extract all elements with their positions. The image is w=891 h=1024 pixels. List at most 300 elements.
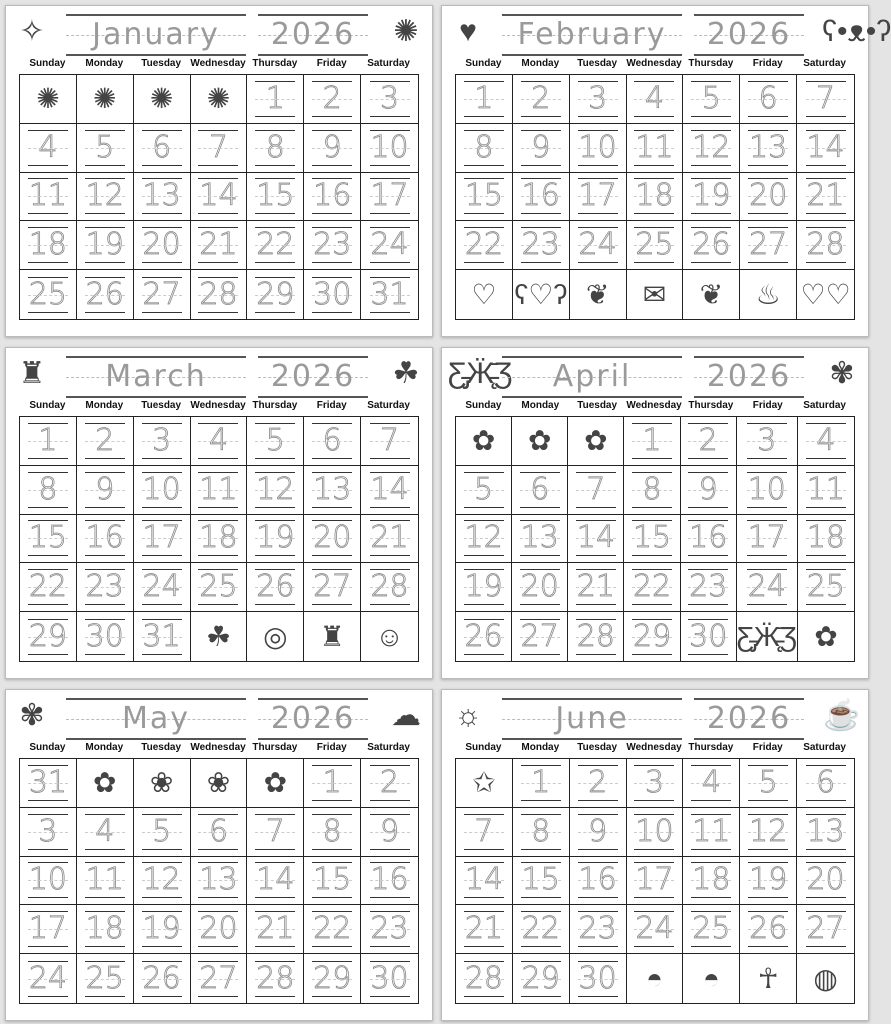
- firework-icon: ✺: [93, 83, 117, 115]
- flower-icon: ✿: [263, 767, 288, 799]
- tracing-number: 18: [806, 520, 846, 556]
- year-text: 2026: [706, 701, 792, 736]
- day-cell: [134, 173, 191, 222]
- tracing-number: 6: [198, 814, 238, 850]
- picture-cell: [134, 75, 191, 124]
- month-name: April: [552, 359, 632, 394]
- calendar-grid: [19, 758, 419, 1004]
- weekday-label: Thursday: [252, 58, 298, 69]
- tracing-number: 1: [28, 423, 68, 459]
- day-cell: [627, 173, 684, 222]
- leprechaun-hat-icon: ♜: [319, 621, 345, 653]
- tracing-number: 1: [521, 765, 561, 801]
- day-cell: [247, 124, 304, 173]
- tracing-number: 17: [578, 178, 617, 214]
- day-cell: [513, 173, 570, 222]
- flower-icon: ✿: [528, 425, 552, 457]
- day-cell: [304, 954, 361, 1003]
- picture-cell: [77, 759, 134, 808]
- picture-cell: [191, 75, 248, 124]
- day-cell: [134, 270, 191, 319]
- day-cell: [797, 759, 854, 808]
- tracing-number: 6: [142, 130, 182, 166]
- calendar-grid: [19, 416, 419, 662]
- weekday-label: Wednesday: [190, 58, 246, 69]
- tracing-number: 29: [521, 960, 560, 996]
- day-cell: [513, 954, 570, 1003]
- tracing-number: 30: [85, 618, 124, 654]
- day-cell: [191, 221, 248, 270]
- tracing-number: 16: [521, 178, 560, 214]
- weekday-label: Monday: [85, 58, 124, 69]
- tracing-number: 30: [313, 276, 352, 312]
- tracing-number: 9: [521, 130, 561, 166]
- day-cell: [247, 466, 304, 515]
- year-title: [258, 356, 368, 398]
- tracing-number: 16: [370, 862, 409, 898]
- tracing-number: 22: [256, 227, 295, 263]
- tracing-number: 11: [692, 813, 731, 849]
- tracing-number: 24: [578, 227, 617, 263]
- tracing-number: 10: [28, 862, 68, 898]
- day-cell: [513, 75, 570, 124]
- day-cell: [513, 221, 570, 270]
- weekday-label: Monday: [521, 742, 560, 753]
- day-cell: [456, 612, 512, 661]
- picture-cell: [737, 612, 798, 661]
- tracing-number: 27: [520, 618, 559, 654]
- year-text: 2026: [706, 359, 792, 394]
- day-cell: [191, 808, 248, 857]
- day-cell: [77, 857, 134, 906]
- tracing-number: 18: [692, 862, 731, 898]
- picture-cell: [456, 270, 513, 319]
- shell-icon: ◓: [646, 962, 663, 994]
- tracing-number: 11: [199, 471, 238, 507]
- tracing-number: 24: [142, 569, 181, 605]
- butterfly-icon: Ƹ̵̡Ӝ̵̨̄Ʒ: [448, 357, 513, 390]
- day-cell: [304, 905, 361, 954]
- day-cell: [681, 466, 737, 515]
- sparkles-icon: ✧: [19, 15, 45, 48]
- weekday-label: Friday: [316, 58, 347, 69]
- weekday-label: Tuesday: [577, 58, 618, 69]
- day-cell: [304, 417, 361, 466]
- weekday-label: Wednesday: [626, 400, 682, 411]
- tracing-number: 8: [312, 814, 352, 850]
- crab-icon: ☥: [757, 963, 779, 995]
- day-cell: [570, 124, 627, 173]
- potted-plant-icon: ❀: [149, 767, 174, 799]
- day-cell: [627, 808, 684, 857]
- tracing-number: 3: [578, 81, 618, 117]
- day-cell: [304, 515, 361, 564]
- day-cell: [361, 515, 418, 564]
- picture-cell: [683, 954, 740, 1003]
- day-cell: [740, 857, 797, 906]
- weekday-header: [455, 58, 853, 69]
- tracing-number: 25: [199, 569, 238, 605]
- day-cell: [740, 905, 797, 954]
- tracing-number: 10: [635, 813, 674, 849]
- day-cell: [191, 515, 248, 564]
- day-cell: [20, 124, 77, 173]
- tracing-number: 15: [256, 178, 295, 214]
- day-cell: [361, 857, 418, 906]
- tracing-number: 31: [28, 764, 68, 800]
- day-cell: [304, 221, 361, 270]
- day-cell: [513, 808, 570, 857]
- weekday-label: Wednesday: [190, 742, 246, 753]
- leprechaun-hat-icon: ♜: [18, 357, 46, 390]
- tracing-number: 21: [806, 178, 845, 214]
- day-cell: [20, 270, 77, 319]
- tracing-number: 24: [28, 960, 68, 996]
- firework-icon: ✺: [36, 83, 60, 115]
- day-cell: [191, 124, 248, 173]
- tracing-number: 4: [198, 423, 238, 459]
- day-cell: [304, 75, 361, 124]
- tracing-number: 24: [370, 227, 409, 263]
- tracing-number: 13: [199, 862, 238, 898]
- day-cell: [20, 466, 77, 515]
- weekday-label: Thursday: [252, 742, 298, 753]
- tracing-number: 2: [688, 423, 728, 459]
- tracing-number: 8: [28, 472, 68, 508]
- day-cell: [134, 124, 191, 173]
- day-cell: [570, 808, 627, 857]
- tracing-number: 14: [464, 862, 504, 898]
- day-cell: [681, 417, 737, 466]
- tracing-number: 13: [806, 813, 845, 849]
- tracing-number: 4: [634, 81, 674, 117]
- tracing-number: 10: [370, 129, 409, 165]
- weekday-label: Saturday: [367, 58, 410, 69]
- tracing-number: 24: [747, 569, 786, 605]
- day-cell: [797, 905, 854, 954]
- picture-cell: [456, 759, 513, 808]
- day-cell: [247, 173, 304, 222]
- weekday-header: [19, 400, 417, 411]
- day-cell: [568, 515, 624, 564]
- tracing-number: 5: [142, 814, 182, 850]
- tracing-number: 30: [370, 960, 409, 996]
- tracing-number: 26: [692, 227, 731, 263]
- day-cell: [247, 563, 304, 612]
- tracing-number: 9: [578, 814, 618, 850]
- day-cell: [134, 612, 191, 661]
- tracing-number: 2: [85, 423, 125, 459]
- heart-box-icon: ❦: [585, 279, 610, 311]
- tracing-number: 4: [28, 130, 68, 166]
- day-cell: [304, 759, 361, 808]
- tracing-number: 17: [747, 520, 786, 556]
- flowers-icon: ✾: [829, 357, 855, 390]
- tracing-number: 8: [255, 130, 295, 166]
- day-cell: [456, 563, 512, 612]
- tracing-number: 1: [312, 765, 352, 801]
- weekday-label: Thursday: [688, 742, 734, 753]
- day-cell: [191, 857, 248, 906]
- firework-icon: ✺: [206, 83, 231, 115]
- tracing-number: 5: [255, 423, 295, 459]
- tracing-number: 2: [521, 81, 561, 117]
- picture-cell: [134, 759, 191, 808]
- day-cell: [304, 808, 361, 857]
- day-cell: [361, 808, 418, 857]
- year-title: [694, 698, 804, 740]
- tracing-number: 30: [689, 618, 728, 654]
- tracing-number: 11: [806, 471, 846, 507]
- day-cell: [627, 124, 684, 173]
- tracing-number: 23: [521, 227, 560, 263]
- day-cell: [797, 173, 854, 222]
- tracing-number: 16: [578, 862, 617, 898]
- tracing-number: 26: [85, 276, 124, 312]
- day-cell: [247, 270, 304, 319]
- tracing-number: 28: [199, 276, 238, 312]
- day-cell: [683, 808, 740, 857]
- day-cell: [361, 905, 418, 954]
- weekday-label: Thursday: [688, 400, 734, 411]
- picture-cell: [568, 417, 624, 466]
- tracing-number: 9: [370, 814, 410, 850]
- day-cell: [361, 759, 418, 808]
- gift-icon: ✉: [642, 279, 667, 311]
- day-cell: [77, 612, 134, 661]
- picture-cell: [797, 270, 854, 319]
- tracing-number: 6: [312, 423, 352, 459]
- tracing-number: 9: [85, 472, 125, 508]
- tracing-number: 13: [142, 178, 181, 214]
- potted-plant-icon: ❀: [206, 767, 231, 799]
- day-cell: [134, 466, 191, 515]
- day-cell: [20, 563, 77, 612]
- weekday-label: Thursday: [688, 58, 734, 69]
- day-cell: [797, 75, 854, 124]
- day-cell: [624, 515, 680, 564]
- tracing-number: 14: [370, 471, 409, 507]
- tracing-number: 29: [256, 276, 295, 312]
- day-cell: [797, 808, 854, 857]
- day-cell: [740, 808, 797, 857]
- month-title: [502, 14, 682, 56]
- day-cell: [247, 857, 304, 906]
- tracing-number: 15: [28, 520, 68, 556]
- tracing-number: 27: [142, 276, 181, 312]
- day-cell: [570, 75, 627, 124]
- tracing-number: 4: [691, 765, 731, 801]
- day-cell: [247, 221, 304, 270]
- flower-icon: ✿: [814, 621, 838, 653]
- tracing-number: 13: [749, 129, 788, 165]
- tracing-number: 20: [749, 178, 788, 214]
- picture-cell: [798, 612, 854, 661]
- tracing-number: 28: [370, 569, 409, 605]
- tracing-number: 16: [85, 520, 124, 556]
- day-cell: [797, 857, 854, 906]
- tracing-number: 28: [256, 960, 295, 996]
- year-text: 2026: [706, 17, 792, 52]
- tracing-number: 25: [28, 276, 68, 312]
- day-cell: [134, 417, 191, 466]
- picture-cell: [627, 954, 684, 1003]
- flower-icon: ✿: [93, 767, 117, 799]
- day-cell: [570, 857, 627, 906]
- tracing-number: 15: [313, 862, 352, 898]
- tracing-number: 31: [370, 276, 409, 312]
- tracing-number: 14: [199, 178, 238, 214]
- day-cell: [361, 221, 418, 270]
- weekday-label: Saturday: [803, 742, 846, 753]
- tracing-number: 18: [199, 520, 238, 556]
- heart-hands-icon: ♥: [459, 15, 477, 48]
- tracing-number: 27: [199, 960, 238, 996]
- tracing-number: 2: [312, 81, 352, 117]
- weekday-label: Monday: [521, 58, 560, 69]
- tracing-number: 11: [28, 178, 68, 214]
- day-cell: [513, 124, 570, 173]
- day-cell: [797, 124, 854, 173]
- day-cell: [456, 173, 513, 222]
- day-cell: [740, 75, 797, 124]
- day-cell: [20, 515, 77, 564]
- tracing-number: 22: [464, 227, 504, 263]
- tracing-number: 12: [749, 813, 788, 849]
- day-cell: [627, 905, 684, 954]
- heart-box-icon: ❦: [699, 279, 724, 311]
- tracing-number: 27: [313, 569, 352, 605]
- tracing-number: 3: [370, 81, 410, 117]
- day-cell: [20, 954, 77, 1003]
- tracing-number: 7: [464, 814, 504, 850]
- day-cell: [304, 466, 361, 515]
- weekday-header: [455, 400, 853, 411]
- tracing-number: 23: [313, 227, 352, 263]
- day-cell: [681, 515, 737, 564]
- day-cell: [627, 759, 684, 808]
- tracing-number: 22: [521, 911, 560, 947]
- day-cell: [798, 417, 854, 466]
- day-cell: [737, 466, 798, 515]
- picture-cell: [627, 270, 684, 319]
- weekday-label: Sunday: [465, 58, 502, 69]
- tracing-number: 22: [632, 569, 672, 605]
- day-cell: [304, 173, 361, 222]
- day-cell: [681, 563, 737, 612]
- day-cell: [134, 221, 191, 270]
- tracing-number: 3: [142, 423, 182, 459]
- day-cell: [737, 417, 798, 466]
- tracing-number: 20: [520, 569, 559, 605]
- tracing-number: 22: [28, 569, 68, 605]
- day-cell: [570, 173, 627, 222]
- weekday-label: Monday: [85, 400, 124, 411]
- day-cell: [570, 221, 627, 270]
- tracing-number: 13: [520, 520, 559, 556]
- tracing-number: 20: [199, 911, 238, 947]
- tracing-number: 29: [28, 618, 68, 654]
- day-cell: [683, 221, 740, 270]
- day-cell: [191, 466, 248, 515]
- weekday-label: Wednesday: [626, 742, 682, 753]
- day-cell: [683, 759, 740, 808]
- clouds-icon: ☁: [391, 699, 421, 732]
- day-cell: [361, 75, 418, 124]
- day-cell: [512, 515, 568, 564]
- day-cell: [77, 515, 134, 564]
- tracing-number: 20: [806, 862, 845, 898]
- tracing-number: 23: [578, 911, 617, 947]
- tracing-number: 1: [464, 81, 504, 117]
- day-cell: [624, 417, 680, 466]
- day-cell: [568, 466, 624, 515]
- day-cell: [77, 563, 134, 612]
- weekday-header: [19, 58, 417, 69]
- tracing-number: 26: [256, 569, 295, 605]
- day-cell: [627, 75, 684, 124]
- tracing-number: 26: [749, 911, 788, 947]
- day-cell: [77, 954, 134, 1003]
- tracing-number: 1: [255, 81, 295, 117]
- day-cell: [247, 417, 304, 466]
- day-cell: [20, 905, 77, 954]
- sun-cloud-icon: ☼: [454, 699, 482, 732]
- tracing-number: 8: [521, 814, 561, 850]
- picture-cell: [570, 270, 627, 319]
- month-name: February: [517, 17, 667, 52]
- tracing-number: 14: [576, 520, 615, 556]
- tracing-number: 21: [576, 569, 615, 605]
- day-cell: [627, 221, 684, 270]
- day-cell: [456, 515, 512, 564]
- tracing-number: 19: [464, 569, 503, 605]
- day-cell: [740, 221, 797, 270]
- tracing-number: 29: [313, 960, 352, 996]
- calendar-page-april: [441, 347, 869, 679]
- day-cell: [304, 270, 361, 319]
- month-title: [66, 698, 246, 740]
- bear-heart-icon: ʕ♡ʔ: [514, 279, 568, 311]
- day-cell: [20, 759, 77, 808]
- teddy-bear-icon: ʕ•ᴥ•ʔ: [822, 15, 891, 48]
- weekday-label: Thursday: [252, 400, 298, 411]
- tracing-number: 7: [198, 130, 238, 166]
- month-name: January: [92, 17, 220, 52]
- day-cell: [361, 466, 418, 515]
- tracing-number: 29: [632, 618, 672, 654]
- tracing-number: 5: [748, 765, 788, 801]
- tracing-number: 18: [635, 178, 674, 214]
- leprechaun-icon: ☺: [375, 620, 404, 652]
- day-cell: [20, 417, 77, 466]
- tracing-number: 13: [313, 471, 352, 507]
- tracing-number: 23: [689, 569, 728, 605]
- day-cell: [513, 905, 570, 954]
- heart-icon: ♡: [471, 279, 497, 311]
- tracing-number: 2: [370, 765, 410, 801]
- day-cell: [456, 75, 513, 124]
- calendar-grid: [19, 74, 419, 320]
- picture-cell: [361, 612, 418, 661]
- beach-ball-icon: ◍: [813, 963, 838, 995]
- hearts-icon: ♡♡: [800, 279, 851, 311]
- tracing-number: 10: [142, 471, 181, 507]
- day-cell: [683, 124, 740, 173]
- tracing-number: 25: [692, 911, 731, 947]
- tracing-number: 14: [256, 862, 295, 898]
- firework-icon: ✺: [149, 83, 174, 115]
